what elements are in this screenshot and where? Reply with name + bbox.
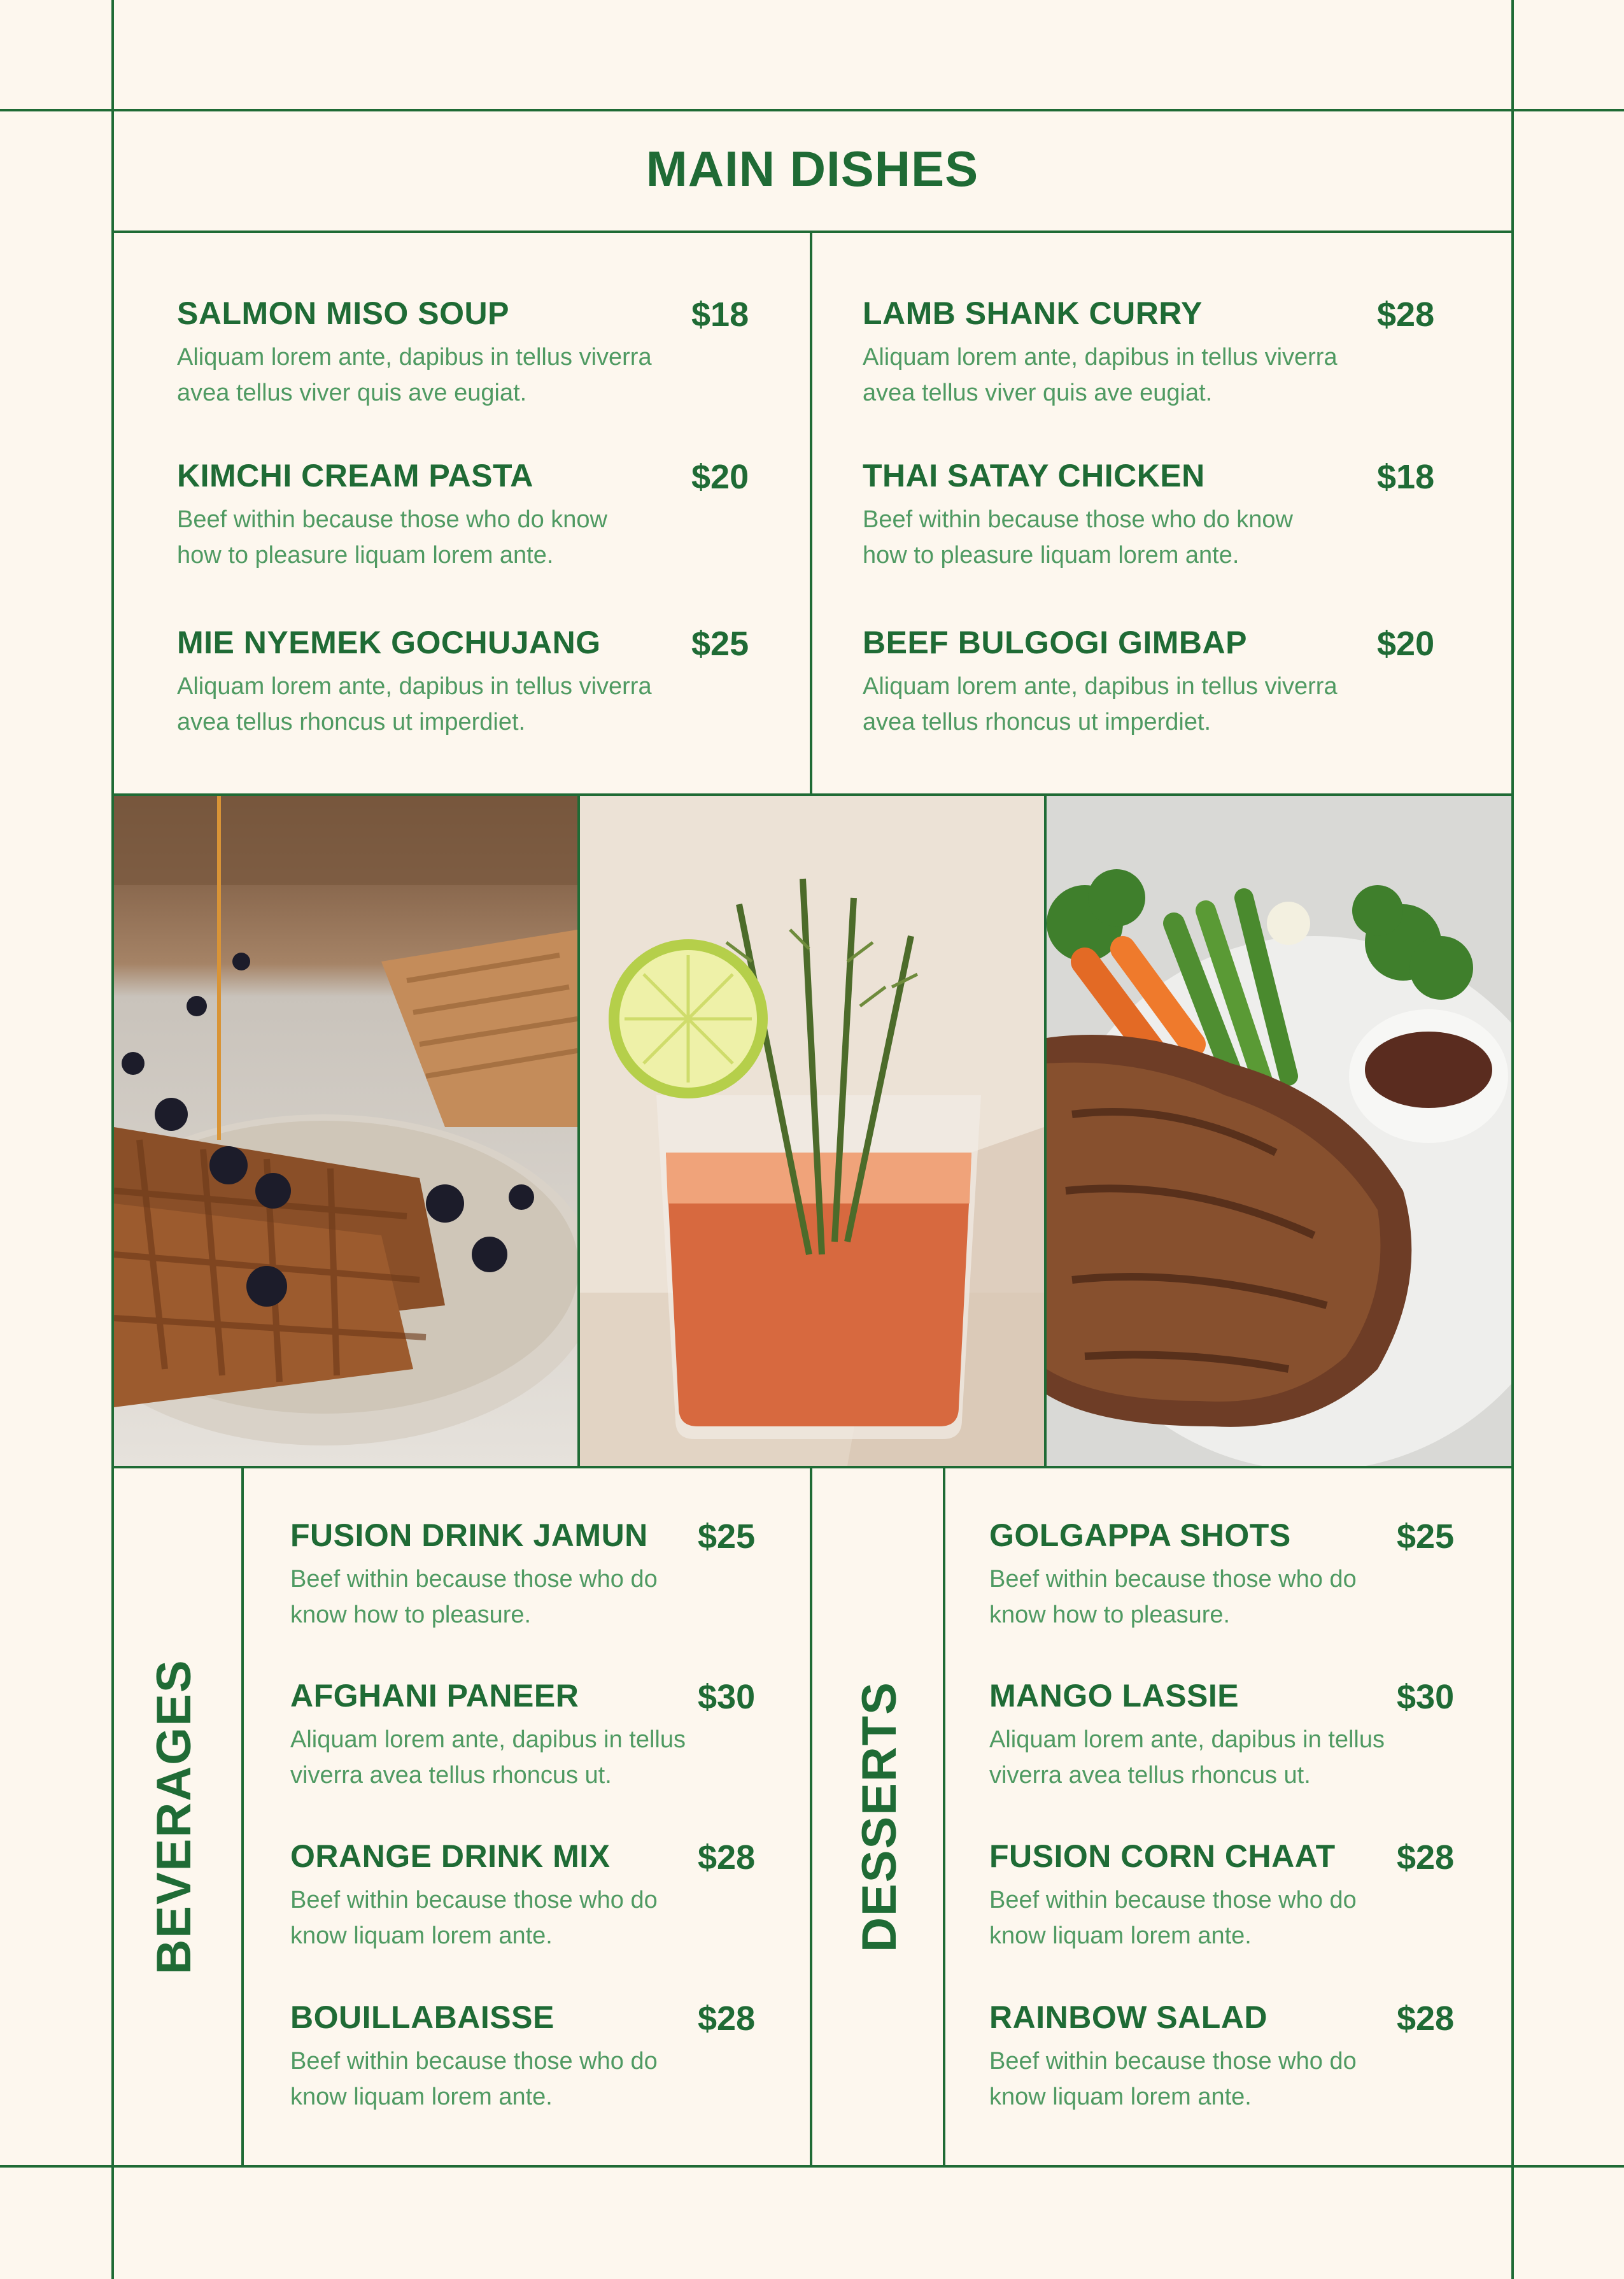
menu-item-description: Aliquam lorem ante, dapibus in tellus viverra avea tellus rhoncus ut. — [290, 1726, 686, 1789]
waffles-photo — [114, 796, 577, 1466]
menu-item — [290, 1838, 774, 1954]
steak-photo — [1047, 796, 1511, 1466]
menu-item — [863, 295, 1448, 411]
menu-item-description: Beef within because those who do know how to pleasure liquam lorem ante. — [177, 506, 607, 569]
menu-item-description: Aliquam lorem ante, dapibus in tellus viverra avea tellus viver quis ave eugiat. — [863, 344, 1338, 406]
menu-item-price: $28 — [1397, 1999, 1455, 2038]
menu-item-description: Beef within because those who do know liquam lorem ante. — [989, 1887, 1357, 1949]
menu-item-name: MIE NYEMEK GOCHUJANG — [177, 625, 601, 660]
main-column-divider — [810, 231, 812, 795]
menu-item — [290, 1999, 774, 2115]
menu-item-name: FUSION DRINK JAMUN — [290, 1517, 648, 1553]
desserts-label-divider — [943, 1466, 945, 2166]
menu-item — [290, 1677, 774, 1793]
menu-item — [177, 624, 763, 740]
menu-item — [863, 457, 1448, 573]
menu-item-name: SALMON MISO SOUP — [177, 295, 509, 331]
photo-bottom-divider — [111, 1466, 1514, 1468]
menu-item-description: Beef within because those who do know how to pleasure liquam lorem ante. — [863, 506, 1293, 569]
menu-item-price: $28 — [1377, 295, 1435, 334]
menu-item-price: $30 — [698, 1678, 756, 1716]
menu-item-price: $20 — [691, 458, 749, 496]
menu-item-price: $25 — [1397, 1517, 1455, 1556]
title-divider — [111, 231, 1514, 233]
menu-item-name: BOUILLABAISSE — [290, 1999, 554, 2035]
menu-item-name: RAINBOW SALAD — [989, 1999, 1268, 2035]
menu-item-price: $28 — [698, 1999, 756, 2038]
menu-item-price: $20 — [1377, 625, 1435, 663]
menu-item-price: $18 — [1377, 458, 1435, 496]
menu-item-price: $18 — [691, 295, 749, 334]
menu-item-name: GOLGAPPA SHOTS — [989, 1517, 1291, 1553]
section-column-divider — [810, 1466, 812, 2166]
menu-item-price: $28 — [1397, 1838, 1455, 1877]
page-title: MAIN DISHES — [646, 141, 979, 197]
top-border-line — [0, 109, 1624, 111]
menu-item-name: ORANGE DRINK MIX — [290, 1838, 611, 1874]
menu-item-description: Beef within because those who do know how to pleasure. — [290, 1566, 658, 1628]
menu-item-price: $25 — [698, 1517, 756, 1556]
menu-item-name: KIMCHI CREAM PASTA — [177, 458, 533, 493]
menu-item-price: $28 — [698, 1838, 756, 1877]
menu-item-description: Beef within because those who do know liquam lorem ante. — [290, 2048, 658, 2110]
menu-item-description: Beef within because those who do know liquam lorem ante. — [989, 2048, 1357, 2110]
drink-photo — [580, 796, 1044, 1466]
menu-item-description: Beef within because those who do know how to pleasure. — [989, 1566, 1357, 1628]
menu-item-description: Aliquam lorem ante, dapibus in tellus viverra avea tellus rhoncus ut imperdiet. — [177, 673, 652, 735]
right-border-line — [1511, 0, 1514, 2279]
menu-item-name: FUSION CORN CHAAT — [989, 1838, 1336, 1874]
menu-item — [177, 295, 763, 411]
menu-item — [989, 1677, 1473, 1793]
beverages-section-label: BEVERAGES — [147, 1659, 201, 1975]
menu-item-description: Beef within because those who do know liquam lorem ante. — [290, 1887, 658, 1949]
menu-item-name: AFGHANI PANEER — [290, 1678, 579, 1714]
menu-item — [863, 624, 1448, 740]
menu-item-description: Aliquam lorem ante, dapibus in tellus viverra avea tellus rhoncus ut imperdiet. — [863, 673, 1338, 735]
menu-item-name: MANGO LASSIE — [989, 1678, 1239, 1714]
menu-item — [177, 457, 763, 573]
beverages-label-divider — [241, 1466, 244, 2166]
menu-item-price: $30 — [1397, 1678, 1455, 1716]
menu-item — [989, 1838, 1473, 1954]
menu-item-name: THAI SATAY CHICKEN — [863, 458, 1205, 493]
menu-item-price: $25 — [691, 625, 749, 663]
menu-item-name: LAMB SHANK CURRY — [863, 295, 1203, 331]
menu-item — [989, 1517, 1473, 1633]
desserts-section-label: DESSERTS — [852, 1681, 907, 1952]
menu-item-description: Aliquam lorem ante, dapibus in tellus viverra avea tellus rhoncus ut. — [989, 1726, 1385, 1789]
menu-item-description: Aliquam lorem ante, dapibus in tellus viverra avea tellus viver quis ave eugiat. — [177, 344, 652, 406]
menu-item-name: BEEF BULGOGI GIMBAP — [863, 625, 1247, 660]
menu-item — [290, 1517, 774, 1633]
menu-item — [989, 1999, 1473, 2115]
